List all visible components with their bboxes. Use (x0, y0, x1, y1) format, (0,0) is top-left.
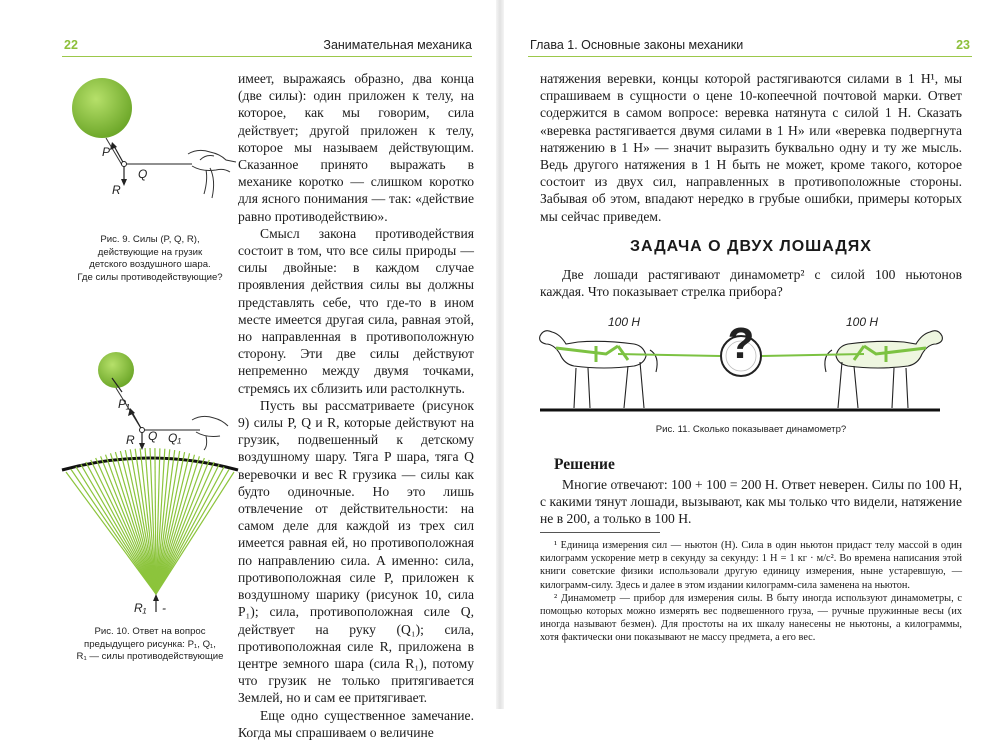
figure-10-caption: Рис. 10. Ответ на вопрос предыдущего рисунка: P₁, Q₁, R₁ — силы противодействующие (76, 626, 224, 663)
gravity-ray (110, 453, 156, 594)
figure-9-caption: Рис. 9. Силы (P, Q, R), действующие на грузик детского воздушного шара. Где силы противодействующие? (77, 234, 223, 283)
problem-text (540, 266, 962, 300)
right-horse (825, 331, 943, 408)
label-q1: Q₁ (168, 431, 182, 445)
hand-icon (192, 416, 228, 450)
label-r1: R₁ (134, 601, 147, 615)
gravity-ray (156, 469, 229, 594)
solution-text (540, 476, 962, 528)
header-rule-left (62, 56, 472, 57)
label-r: R (126, 433, 135, 447)
left-force-label: 100 Н (608, 315, 641, 329)
footnote-separator (540, 532, 660, 533)
label-q: Q (148, 429, 158, 443)
left-body-text (238, 70, 474, 741)
gravity-ray (156, 464, 219, 594)
footnotes (540, 532, 962, 645)
page-number-left: 22 (64, 38, 78, 52)
paragraph: Многие отвечают: 100 + 100 = 200 Н. Ответ неверен. Силы по 100 Н, с какими тянут лошади, вызывают, как мы только что видели, натяжение не в 200, а только в 100 Н. (540, 477, 962, 527)
svg-text:-: - (162, 601, 166, 615)
right-intro-text (540, 70, 962, 225)
section-heading: ЗАДАЧА О ДВУХ ЛОШАДЯХ (630, 238, 872, 255)
earth-gravity-rays (66, 448, 234, 594)
label-r: R (112, 183, 121, 197)
question-mark: ? (727, 319, 755, 368)
label-q: Q (138, 167, 148, 181)
footnote: ² Динамометр — прибор для измерения силы. В быту иногда используют динамометры, с помощью которых можно измерять вес подвешенного груза, — ручные пружинные весы (их иногда называют безмен). Для простоты на их шкалу нанесены не ньютоны, а килограммы, хотя фактически они показывают не массу предмета, а его вес. (540, 592, 962, 644)
left-horse (540, 331, 658, 408)
figure-11-caption: Рис. 11. Сколько показывает динамометр? (655, 424, 847, 435)
right-force-label: 100 Н (846, 315, 879, 329)
footnote: ¹ Единица измерения сил — ньютон (Н). Сила в один ньютон придаст телу массой в один килограмм ускорение метр в секунду за секунду: 1 Н = 1 кг · м/с². Во времена написания этой книги советские физики использовали другую единицу измерения, ныне устаревшую, — килограмм-силу. Здесь и далее в этом издании килограмм-сила заменена на ньютон. (540, 540, 962, 591)
hand-icon (188, 150, 236, 198)
paragraph: Еще одно существенное замечание. Когда мы спрашиваем о величине (238, 707, 474, 740)
balloon (72, 78, 132, 138)
label-p: P (102, 145, 111, 159)
figure-11-two-horses (536, 304, 946, 416)
paragraph: Смысл закона противодействия состоит в том, что все силы природы — силы двойные: в каждом случае проявления действия силы вы должны представлять себе, что где-то в ином месте имеется другая сила, равная этой, но направленная в противоположную сторону. Эти две силы действуют непременно между двумя точками, стремясь их сблизить или растолкнуть. (238, 225, 474, 396)
paragraph: имеет, выражаясь образно, два конца (две силы): один приложен к телу, на которое, как мы говорим, сила действует; другой приложен к телу, которое мы называем действующим. Сказанное принято выражать в механике коротко — слишком коротко для ясного понимания — так: «действие равно противодействию». (238, 71, 474, 224)
running-head-left: Занимательная механика (323, 38, 472, 52)
label-p1: P₁ (118, 397, 130, 411)
figure-10-counter-forces (60, 340, 240, 630)
paragraph: Пусть вы рассматриваете (рисунок 9) силы P, Q и R, которые действуют на грузик, подвешенный к детскому воздушному шару. Тяга P шара, тяга Q веревочки и вес R грузика — силы как будто одиночные. Но это лишь отвлечение от действительности: на самом деле для каждой из трех сил имеется равная ей, но противоположная по направлению сила. А именно: сила, противоположная силе P, приложен к воздушному шарику (рисунок 10, сила P₁); сила, противоположная силе Q, действует на руку (Q₁); сила, противоположная силе R, приложена в центре земного шара (сила R₁), потому что грузик не только притягивается Землей, но и сам ее притягивает. (238, 397, 474, 706)
paragraph: натяжения веревки, концы которой растягиваются силами в 1 Н¹, мы спрашиваем в сущности о цене 10-копеечной почтовой марки. Ответ содержится в самом вопросе: веревка натянута с силой 1 Н. Сказать «веревка растягивается двумя силами в 1 Н» или «веревка подвергнута натяжению в 1 Н» — значит выразить буквально одну и ту же мысль. Ведь другого натяжения в 1 Н быть не может, кроме такого, которое состоит из двух сил, направленных в противоположные стороны. Забывая об этом, впадают нередко в грубые ошибки, примеры которых мы сейчас приведем. (540, 71, 962, 224)
solution-heading: Решение (554, 456, 615, 473)
running-head-right: Глава 1. Основные законы механики (530, 38, 744, 52)
left-page (0, 0, 500, 740)
figure-9-balloon-forces (60, 70, 240, 230)
gravity-ray (86, 462, 156, 594)
paragraph: Две лошади растягивают динамометр² с силой 100 ньютонов каждая. Что показывает стрелка прибора? (540, 267, 962, 300)
right-page (500, 0, 1000, 709)
page-number-right: 23 (956, 38, 970, 52)
header-rule-right (528, 56, 972, 57)
